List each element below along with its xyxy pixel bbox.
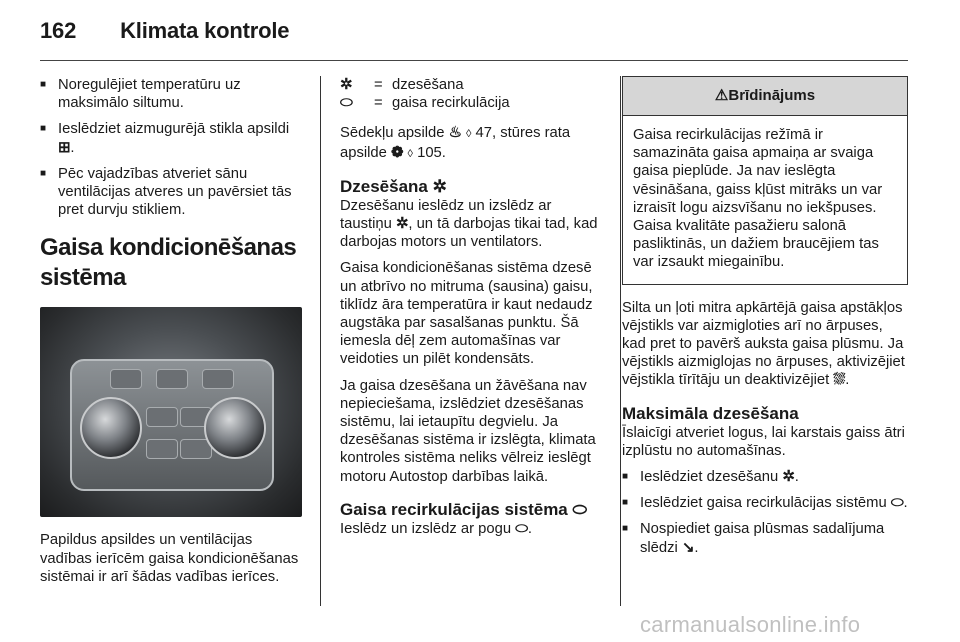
section-heading-max-cooling: Maksimāla dzesēšana xyxy=(622,403,799,423)
panel-button xyxy=(146,407,178,427)
warning-icon: ⚠ xyxy=(714,87,729,104)
paragraph: Ieslēdz un izslēdz ar pogu ⬭. xyxy=(340,520,532,537)
seat-heat-icon: ♨ xyxy=(448,125,462,142)
warning-text: Gaisa recirkulācijas režīmā ir samazināta gaisa apmaiņa ar svaiga gaisa pieplūde. Ja nav ieslēgta vēsināšana, gaiss kļūst mitrāks un var izraisīt logu aizsvīšanu no iekšpuses. Gaisa kvalitāte pasažieru salonā pasliktinās, un dažiem braucējiem tas var izsaukt miegainību. xyxy=(633,127,883,271)
rear-window-heat-icon: ⊞ xyxy=(58,139,71,156)
panel-button xyxy=(146,439,178,459)
watermark: carmanualsonline.info xyxy=(640,612,861,637)
column-divider xyxy=(320,76,321,606)
section-heading-cooling: Dzesēšana ✲ xyxy=(340,176,447,196)
panel-button xyxy=(202,369,234,389)
cooling-icon: ✲ xyxy=(340,77,353,93)
panel-button xyxy=(110,369,142,389)
recirculation-icon: ⬭ xyxy=(515,520,528,537)
paragraph: Īslaicīgi atveriet logus, lai karstais gaiss ātri izplūstu no automašīnas. xyxy=(622,424,905,459)
recirculation-icon: ⬭ xyxy=(340,95,353,112)
panel-button xyxy=(156,369,188,389)
climate-control-panel-image xyxy=(40,307,302,517)
warning-header xyxy=(623,77,907,116)
temperature-knob xyxy=(80,397,142,459)
cooling-icon: ✲ xyxy=(782,469,795,486)
warning-title: Brīdinājums xyxy=(728,87,816,104)
page-title: Klimata kontrole xyxy=(120,18,290,43)
column-1 xyxy=(40,76,302,594)
steering-wheel-heat-icon: ❁ xyxy=(391,144,404,161)
page-header xyxy=(40,18,289,44)
symbol-legend-row: ✲ = dzesēšana xyxy=(340,77,464,93)
cooling-icon: ✲ xyxy=(395,216,409,233)
page-ref-arrow-icon: ◊ xyxy=(465,128,472,141)
cooling-icon: ✲ xyxy=(432,176,447,196)
section-heading-ac: Gaisa kondicionēšanas sistēma xyxy=(40,234,297,292)
column-2 xyxy=(340,76,602,546)
fan-knob xyxy=(204,397,266,459)
page-number: 162 xyxy=(40,18,77,43)
warning-box xyxy=(622,76,908,285)
bullet-item: ■ Ieslēdziet gaisa recirkulācijas sistēmu ⬭. xyxy=(622,494,908,512)
header-divider xyxy=(40,60,908,61)
paragraph: Silta un ļoti mitra apkārtējā gaisa apstākļos vējstikls var aizmigloties arī no ārpuses, kad pret to pavērš auksta gaisa plūsmu. Ja vējstikls aizmiglojas no ārpuses, aktivizējiet vējstikla tīrītāju un deaktivizējiet ⛆. xyxy=(622,299,905,389)
bullet-item: ■ Ieslēdziet dzesēšanu ✲. xyxy=(622,468,908,486)
column-divider xyxy=(620,76,621,606)
paragraph: Gaisa kondicionēšanas sistēma dzesē un atbrīvo no mitruma (sausina) gaisu, tiklīdz āra temperatūra ir kaut nedaudz augstāka par sasalšanas punktu. Šā iemesla dēļ zem automašīnas var veidoties un pilēt kondensāts. xyxy=(340,260,593,368)
paragraph: Ja gaisa dzesēšana un žāvēšana nav nepieciešama, izslēdziet dzesēšanas sistēmu, lai ietaupītu degvielu. Ja dzesēšanas sistēma ir izslēgta, klimata kontroles sistēma neliks vēlreiz ieslēgt motoru Autostop darbības laikā. xyxy=(340,377,596,485)
page-ref-arrow-icon: ◊ xyxy=(407,147,413,160)
column-3 xyxy=(622,76,908,565)
bullet-item: ■ Noregulējiet temperatūru uz maksimālo siltumu. xyxy=(40,76,302,112)
bullet-item: ■ Pēc vajadzības atveriet sānu ventilācijas atveres un pavērsiet tās pret durvju stikliem. xyxy=(40,165,302,220)
section-heading-recirculation: Gaisa recirkulācijas sistēma ⬭ xyxy=(340,499,588,519)
bullet-item: ■ Nospiediet gaisa plūsmas sadalījuma slēdzi ↘. xyxy=(622,520,908,556)
paragraph: Dzesēšanu ieslēdz un izslēdz ar taustiņu ✲, un tā darbojas tikai tad, kad darbojas motors un ventilators. xyxy=(340,197,598,251)
symbol-legend-row: ⬭ = gaisa recirkulācija xyxy=(340,95,510,112)
image-caption: Papildus apsildes un ventilācijas vadības ierīcēm gaisa kondicionēšanas sistēmai ir arī šādas vadības ierīces. xyxy=(40,532,299,585)
airflow-distribution-icon: ↘ xyxy=(681,539,695,556)
cross-reference: Sēdekļu apsilde ♨ ◊ 47, stūres rata apsilde ❁ ◊ 105. xyxy=(340,125,571,161)
recirculation-icon: ⬭ xyxy=(572,499,588,519)
recirculation-icon: ⬭ xyxy=(890,495,904,512)
bullet-item: ■ Ieslēdziet aizmugurējā stikla apsildi ⊞. xyxy=(40,120,302,156)
defrost-icon: ⛆ xyxy=(833,372,846,389)
